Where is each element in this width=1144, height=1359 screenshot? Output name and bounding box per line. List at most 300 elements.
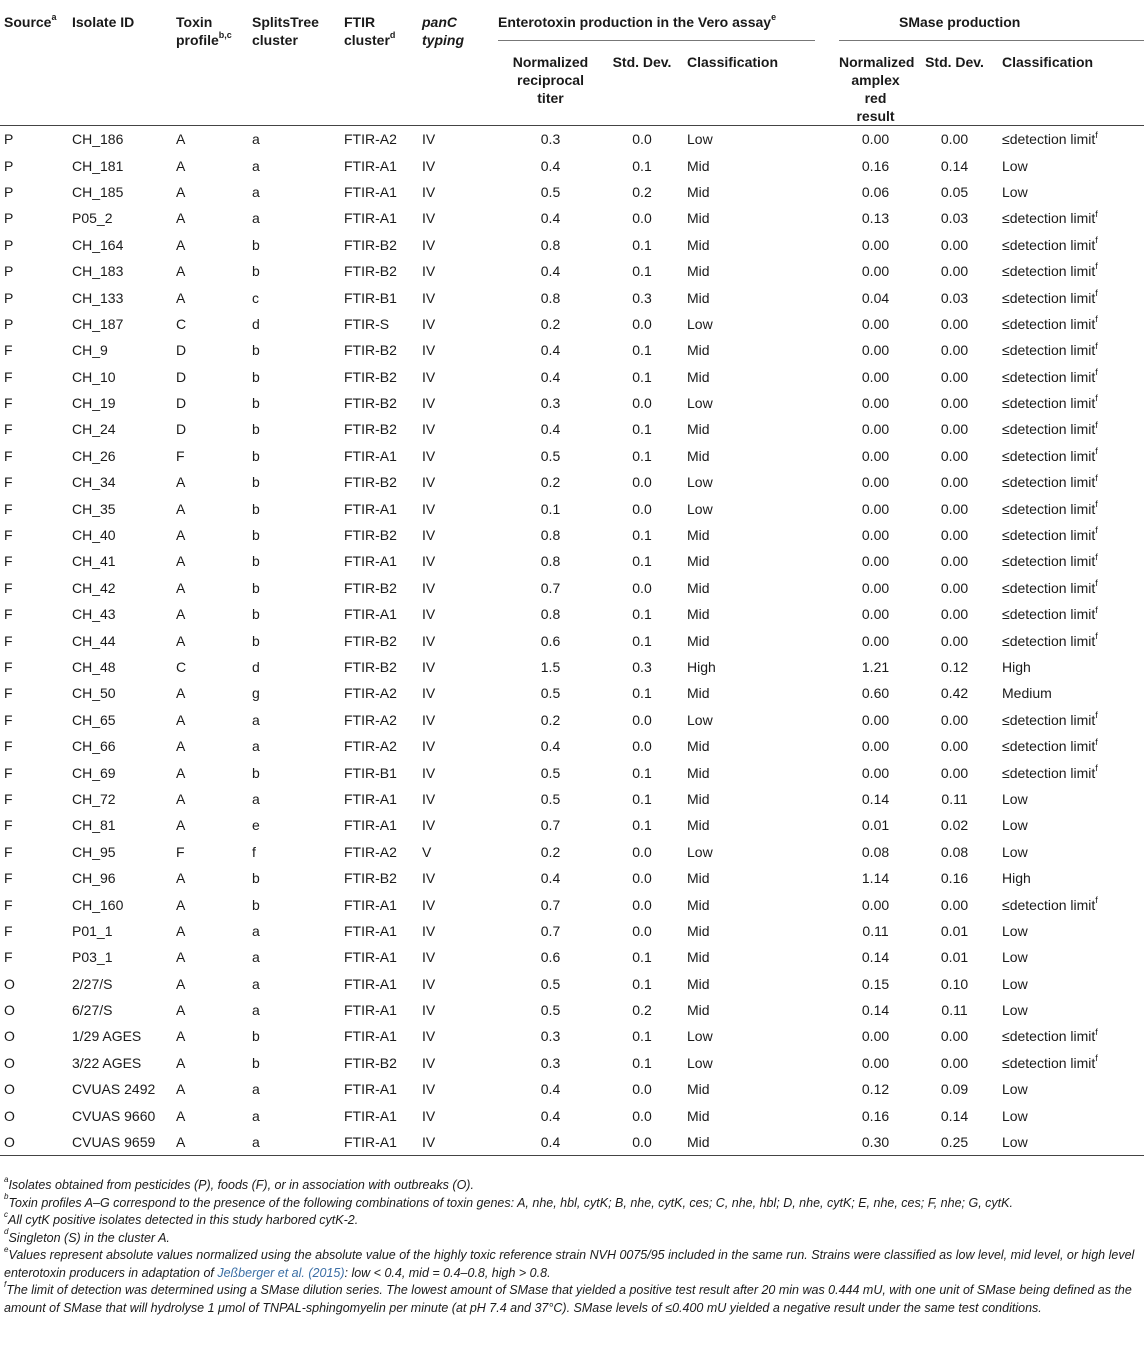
cell-splitstree-cluster: b [252,606,260,623]
cell-smase-classification: Low [1002,1081,1028,1098]
cell-toxin-profile: A [176,1107,186,1124]
cell-toxin-profile: A [176,632,186,649]
cell-panc-typing: IV [422,579,436,596]
cell-vero-std-dev: 0.0 [632,738,652,755]
cell-smase-result: 0.00 [861,447,890,464]
cell-source: F [4,764,13,781]
cell-smase-classification: Low [1002,922,1028,939]
cell-smase-result: 0.00 [861,606,890,623]
cell-isolate-id: CH_186 [72,131,124,148]
cell-toxin-profile: A [176,896,186,913]
cell-ftir-cluster: FTIR-B2 [344,395,397,412]
cell-toxin-profile: A [176,131,186,148]
table-row [0,522,1144,548]
cell-toxin-profile: A [176,1028,186,1045]
cell-smase-classification: Low [1002,975,1028,992]
table-row [0,1023,1144,1049]
cell-toxin-profile: A [176,183,186,200]
footnote-mark: f [1095,630,1098,641]
cell-splitstree-cluster: d [252,315,260,332]
cell-panc-typing: IV [422,606,436,623]
cell-vero-classification: High [687,659,716,675]
cell-panc-typing: IV [422,474,436,491]
cell-smase-classification: Low [1002,1107,1028,1124]
cell-vero-std-dev: 0.1 [632,949,652,966]
cell-source: F [4,870,13,887]
cell-toxin-profile: A [176,157,186,174]
cell-smase-std-dev: 0.01 [940,949,969,966]
cell-toxin-profile: D [176,421,187,438]
cell-vero-titer: 0.5 [540,764,561,781]
cell-ftir-cluster: FTIR-B2 [344,659,397,675]
cell-source: F [4,685,13,702]
cell-vero-std-dev: 0.1 [632,1054,652,1071]
cell-vero-classification: Mid [687,790,710,807]
cell-toxin-profile: A [176,474,186,491]
footnote-e: $^e$Values represent absolute values normalized using the absolute value of the highly toxic reference strain NVH 0075/95 included in the same run. Strains were classified as low level, mid level, or high level enterotoxin producers in adaptation of Jeßberger et al. (2015): low < 0.4, mid = 0.4–0.8, high > 0.8. [4,1244,1135,1280]
cell-vero-classification: Mid [687,896,710,913]
cell-splitstree-cluster: b [252,263,260,280]
cell-smase-std-dev: 0.00 [940,896,969,913]
cell-vero-std-dev: 0.1 [632,421,652,438]
cell-splitstree-cluster: b [252,395,260,412]
cell-isolate-id: CH_65 [72,711,116,728]
cell-isolate-id: CH_183 [72,263,124,280]
header-smase-classification: Classification [1002,54,1094,70]
cell-smase-std-dev: 0.03 [940,289,969,306]
cell-smase-classification: ≤detection limit$^f$ [1002,894,1098,913]
cell-source: O [4,975,15,992]
cell-smase-classification: ≤detection limit$^f$ [1002,499,1098,517]
cell-smase-result: 0.00 [861,764,890,781]
cell-ftir-cluster: FTIR-A1 [344,1107,397,1124]
cell-toxin-profile: A [176,764,186,781]
cell-toxin-profile: C [176,315,187,332]
cell-smase-result: 0.15 [861,975,890,992]
cell-vero-titer: 0.4 [540,1107,561,1124]
table-row [0,152,1144,178]
cell-toxin-profile: D [176,342,187,359]
cell-vero-titer: 0.5 [540,975,561,992]
cell-source: F [4,790,13,807]
cell-vero-titer: 0.8 [540,527,561,544]
cell-panc-typing: IV [422,764,436,781]
cell-vero-titer: 0.7 [540,896,561,913]
cell-toxin-profile: A [176,500,186,517]
cell-panc-typing: IV [422,527,436,544]
cell-vero-std-dev: 0.0 [632,1107,652,1124]
cell-smase-classification: ≤detection limit$^f$ [1002,314,1098,332]
cell-smase-std-dev: 0.00 [940,315,969,332]
cell-isolate-id: CH_42 [72,579,116,596]
cell-isolate-id: CVUAS 9659 [68,1129,176,1156]
footnote-d: $^d$Singleton (S) in the cluster A. [4,1227,170,1245]
cell-vero-classification: Mid [687,1002,710,1019]
cell-smase-classification: Low [1002,183,1028,200]
table-row [0,364,1144,390]
cell-smase-classification: Low [1002,949,1028,966]
cell-vero-std-dev: 0.2 [632,183,652,200]
cell-source: F [4,421,13,438]
cell-vero-titer: 0.1 [540,500,561,517]
header-panc-typing: panC typing [422,14,464,48]
table-row [0,654,1144,680]
cell-source: O [4,1002,15,1019]
cell-panc-typing: IV [422,949,436,966]
cell-source: F [4,896,13,913]
cell-vero-classification: Mid [681,1129,827,1156]
cell-vero-titer: 0.4 [498,1129,603,1156]
cell-toxin-profile: C [176,659,187,675]
cell-smase-std-dev: 0.08 [940,843,969,860]
cell-panc-typing: IV [422,342,436,359]
cell-vero-std-dev: 0.0 [603,1129,681,1156]
cell-smase-std-dev: 0.10 [940,975,969,992]
cell-vero-classification: Mid [687,236,710,253]
reference-link[interactable]: Jeßberger et al. (2015) [217,1265,345,1280]
cell-smase-std-dev: 0.14 [940,1107,969,1124]
cell-smase-std-dev: 0.12 [940,659,969,675]
cell-vero-std-dev: 0.0 [632,711,652,728]
cell-smase-result: 0.00 [861,711,890,728]
cell-smase-result: 0.00 [861,236,890,253]
cell-smase-classification: ≤detection limit$^f$ [1002,367,1098,385]
table-row [0,284,1144,310]
footnote-mark: f [1095,762,1098,773]
cell-source: P [4,263,14,280]
cell-source: P [4,315,14,332]
cell-source: P [4,289,14,306]
cell-smase-std-dev: 0.14 [940,157,969,174]
cell-splitstree-cluster: b [252,421,260,438]
cell-vero-titer: 0.6 [540,949,561,966]
cell-smase-result: 0.08 [861,843,890,860]
footnote-mark: f [1095,525,1098,536]
cell-vero-std-dev: 0.3 [632,659,652,675]
cell-panc-typing: IV [422,1107,436,1124]
header-vero-group: Enterotoxin production in the Vero assay$^e$ [498,0,827,49]
cell-source: F [4,606,13,623]
table-row [0,179,1144,205]
cell-toxin-profile: A [176,579,186,596]
cell-smase-std-dev: 0.02 [940,817,969,834]
cell-smase-classification: ≤detection limit$^f$ [1002,393,1098,412]
cell-source: F [4,395,13,412]
table-row [0,865,1144,891]
cell-toxin-profile: A [176,263,186,280]
cell-vero-titer: 0.3 [540,395,561,412]
cell-smase-result: 0.11 [862,922,889,939]
cell-vero-std-dev: 0.1 [632,764,652,781]
cell-isolate-id: CH_72 [72,790,116,807]
cell-ftir-cluster: FTIR-B2 [344,1054,397,1071]
cell-panc-typing: IV [422,289,436,306]
cell-smase-std-dev: 0.11 [941,790,968,807]
cell-source: P [4,131,14,148]
cell-splitstree-cluster: a [252,210,260,227]
table-row [0,601,1144,627]
cell-isolate-id: CH_10 [72,368,116,385]
cell-vero-std-dev: 0.1 [632,790,652,807]
cell-smase-result: 0.00 [861,527,890,544]
cell-isolate-id: P03_1 [72,949,113,966]
table-row [0,839,1144,865]
cell-smase-classification: ≤detection limit$^f$ [1002,1026,1098,1045]
table-row [0,337,1144,363]
cell-isolate-id: 2/27/S [72,975,113,992]
cell-smase-classification: Low [1002,817,1028,834]
cell-vero-titer: 0.8 [540,236,561,253]
cell-toxin-profile: A [176,289,186,306]
table-row [0,443,1144,469]
cell-toxin-profile: F [176,447,185,464]
cell-smase-std-dev: 0.00 [940,500,969,517]
cell-smase-classification: ≤detection limit$^f$ [1002,472,1098,491]
table-row [0,733,1144,759]
cell-panc-typing: IV [422,896,436,913]
footnote-mark: f [1095,551,1098,562]
cell-smase-classification: ≤detection limit$^f$ [1002,129,1098,148]
cell-panc-typing: IV [422,368,436,385]
cell-toxin-profile: A [176,1129,252,1156]
cell-isolate-id: 1/29 AGES [72,1028,142,1045]
table-row [0,918,1144,944]
cell-ftir-cluster: FTIR-B2 [344,342,397,359]
cell-ftir-cluster: FTIR-B2 [344,527,397,544]
cell-isolate-id: CH_133 [72,289,124,306]
cell-vero-classification: Mid [687,263,710,280]
cell-isolate-id: CH_50 [72,685,116,702]
cell-smase-std-dev: 0.00 [940,421,969,438]
cell-ftir-cluster: FTIR-A1 [344,1028,397,1045]
header-smase-result: Normalized amplex red result [839,54,915,124]
cell-panc-typing: IV [422,183,436,200]
cell-vero-titer: 0.3 [540,131,561,148]
cell-ftir-cluster: FTIR-A1 [344,553,397,570]
footnote-mark: f [1095,736,1098,747]
header-source: Source$^a$ [4,12,57,30]
footnote-c: $^c$All cytK positive isolates detected in this study harbored cytK-2. [4,1209,359,1227]
cell-vero-classification: Mid [687,870,710,887]
cell-vero-titer: 0.6 [540,632,561,649]
cell-smase-classification: ≤detection limit$^f$ [1002,710,1098,728]
cell-vero-titer: 0.7 [540,579,561,596]
table-row [0,759,1144,785]
footnote-mark: f [1095,287,1098,298]
cell-vero-std-dev: 0.1 [632,975,652,992]
cell-panc-typing: IV [422,553,436,570]
cell-vero-classification: Low [687,711,713,728]
cell-vero-std-dev: 0.1 [632,236,652,253]
cell-ftir-cluster: FTIR-B1 [344,289,397,306]
cell-source: P [4,183,14,200]
header-smase-std-dev: Std. Dev. [925,54,984,70]
cell-vero-std-dev: 0.1 [632,817,652,834]
cell-splitstree-cluster: a [252,1129,344,1156]
cell-splitstree-cluster: b [252,342,260,359]
table-row [0,258,1144,284]
table-row [0,390,1144,416]
cell-smase-classification: ≤detection limit$^f$ [1002,525,1098,544]
cell-panc-typing: IV [422,975,436,992]
cell-vero-std-dev: 0.1 [632,1028,652,1045]
cell-ftir-cluster: FTIR-A1 [344,447,397,464]
cell-vero-classification: Mid [687,764,710,781]
cell-smase-std-dev: 0.00 [940,738,969,755]
cell-isolate-id: CH_181 [72,157,124,174]
cell-smase-std-dev: 0.00 [940,632,969,649]
cell-isolate-id: CVUAS 9660 [72,1107,156,1124]
cell-panc-typing: IV [422,500,436,517]
cell-smase-result: 0.00 [861,579,890,596]
cell-panc-typing: IV [422,157,436,174]
cell-vero-titer: 0.4 [540,870,561,887]
cell-smase-result: 0.00 [861,368,890,385]
table-header [0,0,1144,126]
cell-splitstree-cluster: b [252,579,260,596]
cell-vero-std-dev: 0.0 [632,896,652,913]
cell-ftir-cluster: FTIR-A2 [344,738,397,755]
cell-isolate-id: CH_69 [72,764,116,781]
cell-toxin-profile: A [176,738,186,755]
cell-source: F [4,527,13,544]
cell-vero-classification: Mid [687,157,710,174]
cell-smase-result: 0.13 [861,210,890,227]
cell-vero-std-dev: 0.0 [632,843,652,860]
cell-isolate-id: P01_1 [72,922,113,939]
footnote-mark: f [1095,314,1098,325]
cell-vero-titer: 0.8 [540,606,561,623]
footnote-mark: f [1095,208,1098,219]
cell-smase-std-dev: 0.09 [940,1081,969,1098]
cell-splitstree-cluster: a [252,711,260,728]
cell-ftir-cluster: FTIR-A1 [344,817,397,834]
cell-ftir-cluster: FTIR-A1 [344,183,397,200]
cell-panc-typing: IV [422,632,436,649]
cell-ftir-cluster: FTIR-A2 [344,843,397,860]
cell-vero-titer: 0.8 [540,289,561,306]
cell-vero-titer: 0.4 [540,421,561,438]
cell-vero-std-dev: 0.0 [632,870,652,887]
cell-smase-std-dev: 0.00 [940,368,969,385]
cell-vero-classification: Low [687,1028,713,1045]
cell-smase-std-dev: 0.00 [940,131,969,148]
header-isolate-id: Isolate ID [72,14,135,30]
cell-smase-std-dev: 0.00 [940,236,969,253]
footnote-f: $^f$The limit of detection was determined using a SMase dilution series. The lowest amount of SMase that yielded a positive test result after 20 min was 0.444 mU, with one unit of SMase being defined as the amount of SMase that will hydrolyse 1 μmol of TNPAL-sphingomyelin per minute (at pH 7.4 and 37°C). SMase levels of ≤0.400 mU yielded a negative result under the same test conditions. [4,1279,1132,1315]
cell-splitstree-cluster: b [252,368,260,385]
cell-panc-typing: IV [422,922,436,939]
cell-panc-typing: IV [422,1028,436,1045]
cell-isolate-id: CH_9 [72,342,108,359]
cell-smase-classification: High [1002,870,1031,887]
footnote-mark: f [1095,499,1098,509]
cell-vero-std-dev: 0.1 [632,606,652,623]
cell-ftir-cluster: FTIR-A1 [344,606,397,623]
table-row [0,1050,1144,1076]
cell-source: F [4,474,13,491]
cell-smase-std-dev: 0.00 [940,606,969,623]
footnote-mark: f [1095,604,1098,615]
cell-smase-result: 0.00 [861,1028,890,1045]
cell-source: F [4,553,13,570]
cell-vero-titer: 0.8 [540,553,561,570]
footnote-mark: f [1095,129,1098,140]
cell-vero-classification: Low [687,474,713,491]
cell-smase-classification: Low [1002,843,1028,860]
cell-vero-classification: Mid [687,210,710,227]
cell-panc-typing: IV [422,1129,498,1156]
cell-smase-classification: High [1002,659,1031,675]
cell-smase-std-dev: 0.00 [940,711,969,728]
cell-ftir-cluster: FTIR-B2 [344,236,397,253]
cell-vero-std-dev: 0.1 [632,685,652,702]
cell-vero-titer: 0.5 [540,447,561,464]
cell-smase-classification: ≤detection limit$^f$ [1002,1053,1098,1071]
cell-splitstree-cluster: a [252,1002,260,1019]
cell-ftir-cluster: FTIR-B1 [344,764,397,781]
cell-source: F [4,843,13,860]
cell-vero-classification: Mid [687,922,710,939]
cell-isolate-id: CH_43 [72,606,116,623]
cell-ftir-cluster: FTIR-A1 [344,790,397,807]
cell-smase-result: 0.14 [861,1002,890,1019]
header-splitstree-cluster: SplitsTree cluster [252,14,319,48]
cell-splitstree-cluster: a [252,131,260,148]
cell-toxin-profile: A [176,922,186,939]
cell-toxin-profile: A [176,685,186,702]
table-row [0,627,1144,653]
cell-smase-classification: ≤detection limit$^f$ [1002,551,1098,570]
cell-smase-std-dev: 0.00 [940,395,969,412]
cell-smase-classification: ≤detection limit$^f$ [1002,604,1098,623]
cell-vero-std-dev: 0.0 [632,500,652,517]
cell-vero-titer: 0.4 [540,263,561,280]
cell-vero-classification: Low [687,395,713,412]
cell-vero-classification: Mid [687,1081,710,1098]
footnote-a: $^a$Isolates obtained from pesticides (P), foods (F), or in association with outbreaks (O). [4,1174,474,1192]
cell-vero-classification: Mid [687,817,710,834]
cell-vero-std-dev: 0.1 [632,157,652,174]
cell-source: F [4,949,13,966]
cell-source: F [4,659,13,675]
cell-ftir-cluster: FTIR-B2 [344,474,397,491]
cell-smase-result: 0.14 [861,790,890,807]
footnote-mark: f [1095,419,1098,430]
cell-splitstree-cluster: e [252,817,260,834]
cell-smase-classification: ≤detection limit$^f$ [1002,578,1098,596]
cell-smase-result: 0.00 [861,421,890,438]
cell-source: F [4,342,13,359]
table-row [0,1129,1144,1156]
cell-isolate-id: CH_187 [72,315,124,332]
cell-source: P [4,157,14,174]
cell-ftir-cluster: FTIR-A1 [344,922,397,939]
cell-vero-classification: Mid [687,342,710,359]
cell-vero-titer: 0.5 [540,1002,561,1019]
cell-vero-titer: 0.3 [540,1028,561,1045]
cell-isolate-id: CH_185 [72,183,124,200]
table-row [0,1102,1144,1128]
cell-smase-classification: ≤detection limit$^f$ [1002,208,1098,227]
cell-isolate-id: CH_164 [72,236,124,253]
cell-smase-result: 0.60 [861,685,890,702]
cell-ftir-cluster: FTIR-A1 [344,157,397,174]
cell-smase-classification: ≤detection limit$^f$ [1002,630,1098,649]
cell-ftir-cluster: FTIR-B2 [344,368,397,385]
cell-ftir-cluster: FTIR-A1 [344,1129,422,1156]
cell-panc-typing: IV [422,790,436,807]
